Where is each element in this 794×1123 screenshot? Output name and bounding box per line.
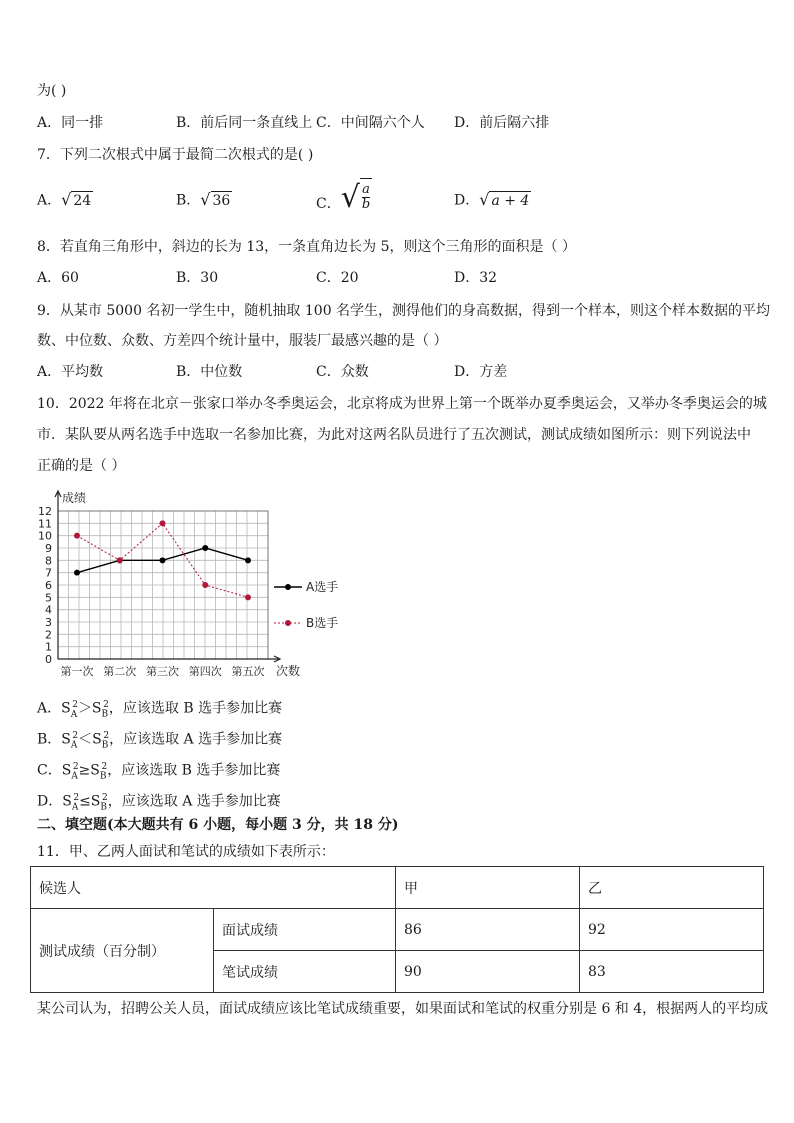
- table-row-group-label: 测试成绩（百分制）: [31, 909, 214, 993]
- chart-legend: [274, 579, 338, 630]
- y-tick-label: 10: [38, 529, 52, 543]
- q11-stem: 11．甲、乙两人面试和笔试的成绩如下表所示：: [37, 844, 335, 860]
- q8-option-a: A．60: [37, 270, 79, 286]
- chart-grid: [58, 511, 268, 659]
- q7-option-c: C． √ $\frac{a}{b}$: [316, 178, 372, 218]
- table-header-candidate: 候选人: [31, 867, 396, 909]
- x-tick-label: 第二次: [103, 665, 137, 678]
- q7-option-b: B． √ 36: [176, 190, 231, 209]
- q9-line-2: 数、中位数、众数、方差四个统计量中，服装厂最感兴趣的是（ ）: [37, 333, 448, 349]
- table-header-yi: 乙: [580, 867, 764, 909]
- x-tick-label: 第一次: [60, 665, 94, 678]
- table-cell-interview-jia: 86: [396, 909, 580, 951]
- q6-option-c: C．中间隔六个人: [316, 115, 425, 131]
- y-tick-label: 4: [45, 603, 52, 617]
- q10-option-d: D．$S_A^2\le S_B^2$，应该选取 A 选手参加比赛: [37, 793, 281, 813]
- y-tick-label: 0: [45, 653, 52, 666]
- q7-a-radicand: 24: [73, 193, 92, 209]
- y-tick-label: 6: [45, 579, 52, 592]
- data-point-a: [202, 545, 208, 551]
- q9-option-d: D．方差: [454, 364, 508, 380]
- data-point-b: [160, 520, 166, 526]
- q6-tail: 为( ): [37, 83, 67, 99]
- q7-stem: 7．下列二次根式中属于最简二次根式的是( ): [37, 147, 314, 163]
- score-table: [30, 866, 764, 993]
- q8-option-b: B．30: [176, 270, 219, 286]
- table-cell-interview-yi: 92: [580, 909, 764, 951]
- y-tick-label: 12: [38, 505, 52, 518]
- score-line-chart: [30, 488, 360, 680]
- q11-tail: 某公司认为，招聘公关人员，面试成绩应该比笔试成绩重要，如果面试和笔试的权重分别是 6 和 4，根据两人的平均成: [37, 1001, 769, 1017]
- q10-line-1: 10．2022 年将在北京－张家口举办冬季奥运会，北京将成为世界上第一个既举办夏季奥运会，又举办冬季奥运会的城: [37, 396, 767, 412]
- table-cell-written-jia: 90: [396, 951, 580, 993]
- legend-marker-b: [285, 620, 291, 626]
- q8-option-d: D．32: [454, 270, 498, 286]
- data-point-b: [74, 533, 80, 539]
- y-tick-label: 8: [45, 554, 52, 568]
- chart-labels: [38, 490, 300, 678]
- q7-option-d: D． √ a + 4: [454, 190, 530, 209]
- q7-c-denominator: b: [361, 197, 371, 212]
- data-point-b: [202, 582, 208, 588]
- q6-option-d: D．前后隔六排: [454, 115, 550, 131]
- q6-option-a: A．同一排: [37, 115, 104, 131]
- q8-option-c: C．20: [316, 270, 359, 286]
- y-tick-label: 5: [45, 591, 52, 605]
- q7-d-radicand: a + 4: [491, 193, 530, 209]
- chart-axes: [55, 491, 280, 662]
- data-point-a: [74, 570, 80, 576]
- y-tick-label: 2: [45, 628, 52, 642]
- data-point-a: [160, 557, 166, 563]
- q10-option-a: A．$S_A^2>S_B^2$，应该选取 B 选手参加比赛: [37, 700, 283, 720]
- q10-option-c: C．$S_A^2\ge S_B^2$，应该选取 B 选手参加比赛: [37, 762, 281, 782]
- y-tick-label: 3: [45, 616, 52, 629]
- y-tick-label: 7: [45, 566, 52, 580]
- x-tick-label: 第三次: [146, 665, 179, 678]
- y-tick-label: 1: [45, 640, 52, 654]
- q10-option-b: B．$S_A^2<S_B^2$，应该选取 A 选手参加比赛: [37, 731, 283, 751]
- q7-b-radicand: 36: [212, 193, 231, 209]
- q9-option-c: C．众数: [316, 364, 369, 380]
- y-tick-label: 9: [45, 542, 52, 555]
- q9-line-1: 9．从某市 5000 名初一学生中，随机抽取 100 名学生，测得他们的身高数据，得到一个样本，则这个样本数据的平均: [37, 303, 771, 319]
- legend-label-a: A选手: [306, 580, 339, 594]
- x-tick-label: 第四次: [188, 665, 222, 678]
- section-2-heading: 二、填空题(本大题共有 6 小题，每小题 3 分，共 18 分): [37, 817, 399, 833]
- q10-line-2: 市．某队要从两名选手中选取一名参加比赛，为此对这两名队员进行了五次测试，测试成绩如图所示：则下列说法中: [37, 427, 751, 443]
- q10-line-3: 正确的是（ ）: [37, 458, 126, 474]
- x-axis-label: 次数: [275, 664, 301, 678]
- table-header-jia: 甲: [396, 867, 580, 909]
- x-tick-label: 第五次: [231, 665, 265, 678]
- q7-c-numerator: a: [362, 182, 370, 197]
- table-cell-interview-label: 面试成绩: [214, 909, 396, 951]
- y-tick-label: 11: [38, 517, 52, 531]
- table-row: [31, 909, 764, 951]
- q9-option-b: B．中位数: [176, 364, 243, 380]
- legend-label-b: B选手: [306, 616, 339, 630]
- table-header-row: [31, 867, 764, 909]
- table-cell-written-label: 笔试成绩: [214, 951, 396, 993]
- data-point-b: [245, 594, 251, 600]
- q7-option-a: A． √ 24: [37, 190, 92, 209]
- data-point-b: [117, 557, 123, 563]
- y-axis-label: 成绩: [62, 491, 87, 505]
- q8-stem: 8．若直角三角形中，斜边的长为 13，一条直角边长为 5，则这个三角形的面积是（ ）: [37, 239, 576, 255]
- data-point-a: [245, 557, 251, 563]
- q6-option-b: B．前后同一条直线上: [176, 115, 313, 131]
- legend-marker-a: [285, 584, 291, 590]
- q9-option-a: A．平均数: [37, 364, 104, 380]
- table-cell-written-yi: 83: [580, 951, 764, 993]
